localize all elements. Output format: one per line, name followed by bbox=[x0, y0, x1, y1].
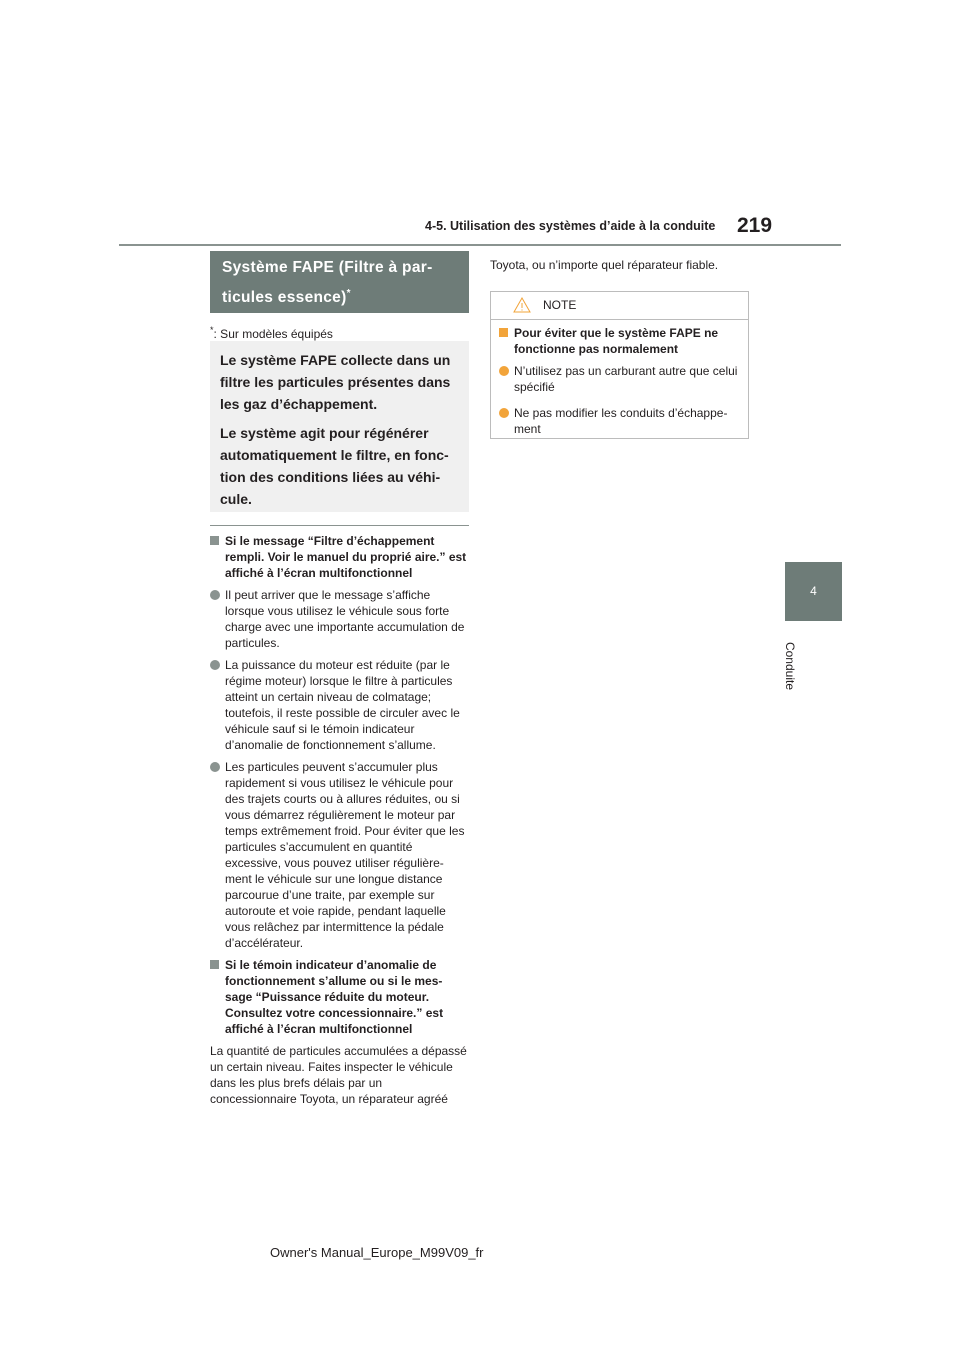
footer-text: Owner's Manual_Europe_M99V09_fr bbox=[270, 1245, 484, 1260]
bullet-item bbox=[210, 657, 469, 753]
note-heading bbox=[499, 325, 739, 357]
section-label: 4-5. Utilisation des systèmes d’aide à la conduite bbox=[425, 219, 716, 233]
subheading-text: Si le témoin indicateur d’anomalie de fonctionnement s’allume ou si le mes- sage “Puissance réduite du moteur. Consultez votre concessionnaire.” est affiché à l’écran multifonctionnel bbox=[225, 958, 444, 1036]
footnote bbox=[210, 325, 333, 341]
section-title bbox=[210, 251, 469, 313]
summary-paragraph: Le système FAPE collecte dans un filtre les particules présentes dans les gaz d’échappement. bbox=[220, 352, 451, 412]
subheading-text: Si le message “Filtre d’échappement rempli. Voir le manuel du proprié aire.” est affiché à l’écran multifonctionnel bbox=[225, 534, 467, 580]
note-body bbox=[499, 325, 739, 443]
bullet-text: La puissance du moteur est réduite (par le régime moteur) lorsque le filtre à particules atteint un certain niveau de colmatage; toutefois, il reste possible de circuler avec le véhicule sauf si le témoin indicateur d’anomalie de fonctionnement s’allume. bbox=[225, 658, 460, 752]
section-title-text: Système FAPE (Filtre à par- ticules essence) bbox=[222, 259, 433, 307]
round-bullet-icon bbox=[499, 366, 509, 376]
round-bullet-icon bbox=[210, 762, 220, 772]
header-divider bbox=[119, 244, 841, 246]
bullet-text: Les particules peuvent s’accumuler plus rapidement si vous utilisez le véhicule pour des trajets courts ou à allures réduites, ou si vous démarrez régulièrement le moteur par temps extrêmement froid. Pour éviter que les particules s’accumulent en quantité excessive, vous pouvez utiliser régulière- ment le véhicule sur une longue distance parcourue d’une traite, par exemple sur autoroute et voie rapide, pendant laquelle vous relâchez par intermittence la pédale d’accélérateur. bbox=[225, 760, 465, 950]
note-box bbox=[490, 291, 749, 439]
left-column bbox=[210, 533, 469, 1107]
page-number: 219 bbox=[737, 214, 773, 237]
note-heading-text: Pour éviter que le système FAPE ne fonctionne pas normalement bbox=[514, 326, 719, 356]
square-bullet-icon bbox=[210, 536, 219, 545]
bullet-item bbox=[210, 759, 469, 951]
summary-paragraph: Le système agit pour régénérer automatiquement le filtre, en fonc- tion des conditions liées au véhi- cule. bbox=[220, 425, 449, 507]
note-bullet bbox=[499, 405, 739, 437]
body-paragraph: La quantité de particules accumulées a dépassé un certain niveau. Faites inspecter le véhicule dans les plus brefs délais par un concessionnaire Toyota, un réparateur agréé bbox=[210, 1044, 467, 1106]
round-bullet-icon bbox=[210, 660, 220, 670]
note-bullet bbox=[499, 363, 739, 395]
chapter-tab: 4 bbox=[785, 562, 842, 621]
subheading bbox=[210, 957, 469, 1037]
bullet-text: Il peut arriver que le message s’affiche lorsque vous utilisez le véhicule sous forte charge avec une importante accumulation de particules. bbox=[225, 588, 465, 650]
square-bullet-icon bbox=[210, 960, 219, 969]
subheading bbox=[210, 533, 469, 581]
round-bullet-icon bbox=[499, 408, 509, 418]
note-bullet-text: N’utilisez pas un carburant autre que celui spécifié bbox=[514, 364, 738, 394]
summary-box bbox=[210, 341, 469, 512]
chapter-label: Conduite bbox=[783, 641, 797, 691]
bullet-item bbox=[210, 587, 469, 651]
note-header bbox=[491, 292, 748, 320]
round-bullet-icon bbox=[210, 590, 220, 600]
title-asterisk: * bbox=[346, 288, 351, 299]
section-divider bbox=[210, 525, 469, 526]
warning-triangle-icon bbox=[513, 297, 531, 313]
footnote-asterisk: * bbox=[210, 325, 214, 335]
square-bullet-icon bbox=[499, 328, 508, 337]
footnote-text: : Sur modèles équipés bbox=[213, 327, 333, 341]
note-bullet-text: Ne pas modifier les conduits d’échappe- ment bbox=[514, 406, 728, 436]
right-column-continuation: Toyota, ou n’importe quel réparateur fiable. bbox=[490, 258, 719, 272]
note-label: NOTE bbox=[543, 298, 577, 312]
